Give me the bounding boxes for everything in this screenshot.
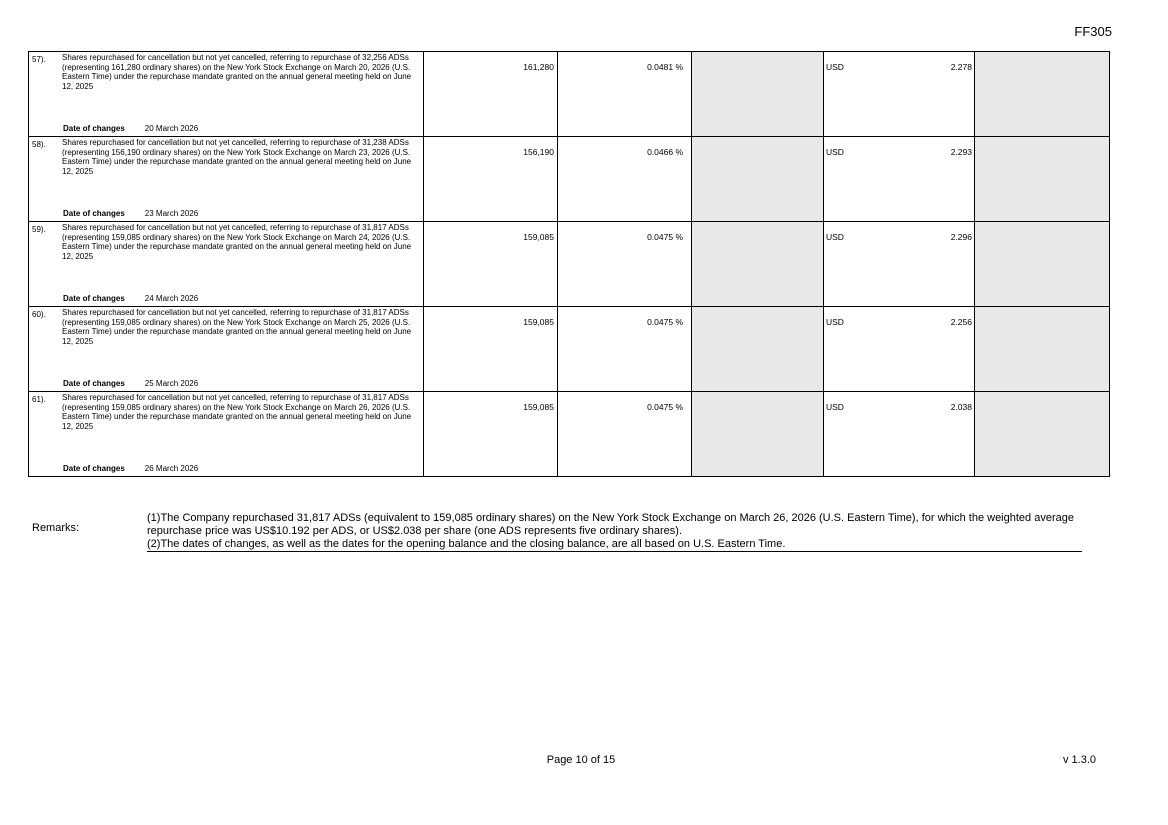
price-cell [824, 307, 975, 392]
shaded-cell [692, 222, 824, 307]
percent-cell [558, 222, 692, 307]
percent-value: 0.0466 % [647, 147, 683, 157]
date-value: 26 March 2026 [144, 464, 199, 473]
currency-code: USD [826, 62, 844, 72]
shares-value: 159,085 [523, 232, 554, 242]
percent-cell [558, 52, 692, 137]
price-value: 2.038 [950, 402, 972, 412]
date-of-changes [63, 379, 198, 388]
remark-1: (1)The Company repurchased 31,817 ADSs (equivalent to 159,085 ordinary shares) on the New York Stock Exchange on March 26, 2026 (U.S. Eastern Time), for which the weighted average repurchase price was US$10.192 per ADS, or US$2.038 per share (one ADS represents five ordinary shares). [147, 512, 1074, 537]
table-row [29, 52, 1110, 137]
date-label: Date of changes [63, 209, 125, 218]
percent-cell [558, 307, 692, 392]
shaded-cell [692, 137, 824, 222]
page-number: Page 10 of 15 [546, 754, 616, 766]
shaded-cell [692, 392, 824, 477]
price-cell [824, 222, 975, 307]
date-of-changes [63, 294, 198, 303]
row-description: Shares repurchased for cancellation but not yet cancelled, referring to repurchase of 31,238 ADSs (representing 156,190 ordinary shares) on the New York Stock Exchange on March 23, 2026 (U.S. Eastern Time) under the repurchase mandate granted on the annual general meeting held on June 12, 2025 [62, 138, 412, 176]
remarks-body [147, 512, 1082, 552]
price-value: 2.293 [950, 147, 972, 157]
shares-value: 161,280 [523, 62, 554, 72]
shares-cell [424, 52, 558, 137]
date-label: Date of changes [63, 464, 125, 473]
description-cell [29, 392, 424, 477]
row-number: 61). [32, 395, 46, 404]
date-value: 24 March 2026 [144, 294, 199, 303]
shaded-cell [975, 307, 1110, 392]
shaded-cell [975, 392, 1110, 477]
description-cell [29, 137, 424, 222]
shares-cell [424, 137, 558, 222]
row-description: Shares repurchased for cancellation but not yet cancelled, referring to repurchase of 31,817 ADSs (representing 159,085 ordinary shares) on the New York Stock Exchange on March 26, 2026 (U.S. Eastern Time) under the repurchase mandate granted on the annual general meeting held on June 12, 2025 [62, 393, 412, 431]
form-code: FF305 [1074, 24, 1112, 39]
date-value: 25 March 2026 [144, 379, 199, 388]
percent-cell [558, 392, 692, 477]
row-number: 57). [32, 55, 46, 64]
price-value: 2.296 [950, 232, 972, 242]
shares-value: 156,190 [523, 147, 554, 157]
row-number: 60). [32, 310, 46, 319]
date-of-changes [63, 124, 198, 133]
shaded-cell [975, 52, 1110, 137]
table-row [29, 392, 1110, 477]
shaded-cell [975, 137, 1110, 222]
row-description: Shares repurchased for cancellation but not yet cancelled, referring to repurchase of 32,256 ADSs (representing 161,280 ordinary shares) on the New York Stock Exchange on March 20, 2026 (U.S. Eastern Time) under the repurchase mandate granted on the annual general meeting held on June 12, 2025 [62, 53, 412, 91]
currency-code: USD [826, 402, 844, 412]
table-row [29, 307, 1110, 392]
date-label: Date of changes [63, 379, 125, 388]
date-label: Date of changes [63, 294, 125, 303]
shares-value: 159,085 [523, 317, 554, 327]
percent-value: 0.0475 % [647, 402, 683, 412]
version-label: v 1.3.0 [1062, 754, 1096, 766]
shares-cell [424, 307, 558, 392]
table-row [29, 137, 1110, 222]
remarks-section [30, 512, 1082, 552]
price-cell [824, 137, 975, 222]
description-cell [29, 52, 424, 137]
price-cell [824, 52, 975, 137]
date-value: 23 March 2026 [144, 209, 199, 218]
date-of-changes [63, 209, 198, 218]
date-of-changes [63, 464, 198, 473]
shares-cell [424, 222, 558, 307]
shares-cell [424, 392, 558, 477]
row-number: 59). [32, 225, 46, 234]
remarks-label: Remarks: [32, 522, 80, 534]
currency-code: USD [826, 317, 844, 327]
percent-value: 0.0481 % [647, 62, 683, 72]
repurchase-records-table [28, 51, 1110, 477]
shaded-cell [975, 222, 1110, 307]
currency-code: USD [826, 147, 844, 157]
row-number: 58). [32, 140, 46, 149]
currency-code: USD [826, 232, 844, 242]
price-value: 2.256 [950, 317, 972, 327]
remark-2: (2)The dates of changes, as well as the dates for the opening balance and the closing balance, are all based on U.S. Eastern Time. [147, 538, 786, 550]
percent-value: 0.0475 % [647, 317, 683, 327]
date-value: 20 March 2026 [144, 124, 199, 133]
row-description: Shares repurchased for cancellation but not yet cancelled, referring to repurchase of 31,817 ADSs (representing 159,085 ordinary shares) on the New York Stock Exchange on March 25, 2026 (U.S. Eastern Time) under the repurchase mandate granted on the annual general meeting held on June 12, 2025 [62, 308, 412, 346]
price-value: 2.278 [950, 62, 972, 72]
row-description: Shares repurchased for cancellation but not yet cancelled, referring to repurchase of 31,817 ADSs (representing 159,085 ordinary shares) on the New York Stock Exchange on March 24, 2026 (U.S. Eastern Time) under the repurchase mandate granted on the annual general meeting held on June 12, 2025 [62, 223, 412, 261]
shares-value: 159,085 [523, 402, 554, 412]
percent-value: 0.0475 % [647, 232, 683, 242]
shaded-cell [692, 52, 824, 137]
date-label: Date of changes [63, 124, 125, 133]
table-row [29, 222, 1110, 307]
percent-cell [558, 137, 692, 222]
shaded-cell [692, 307, 824, 392]
description-cell [29, 222, 424, 307]
price-cell [824, 392, 975, 477]
description-cell [29, 307, 424, 392]
